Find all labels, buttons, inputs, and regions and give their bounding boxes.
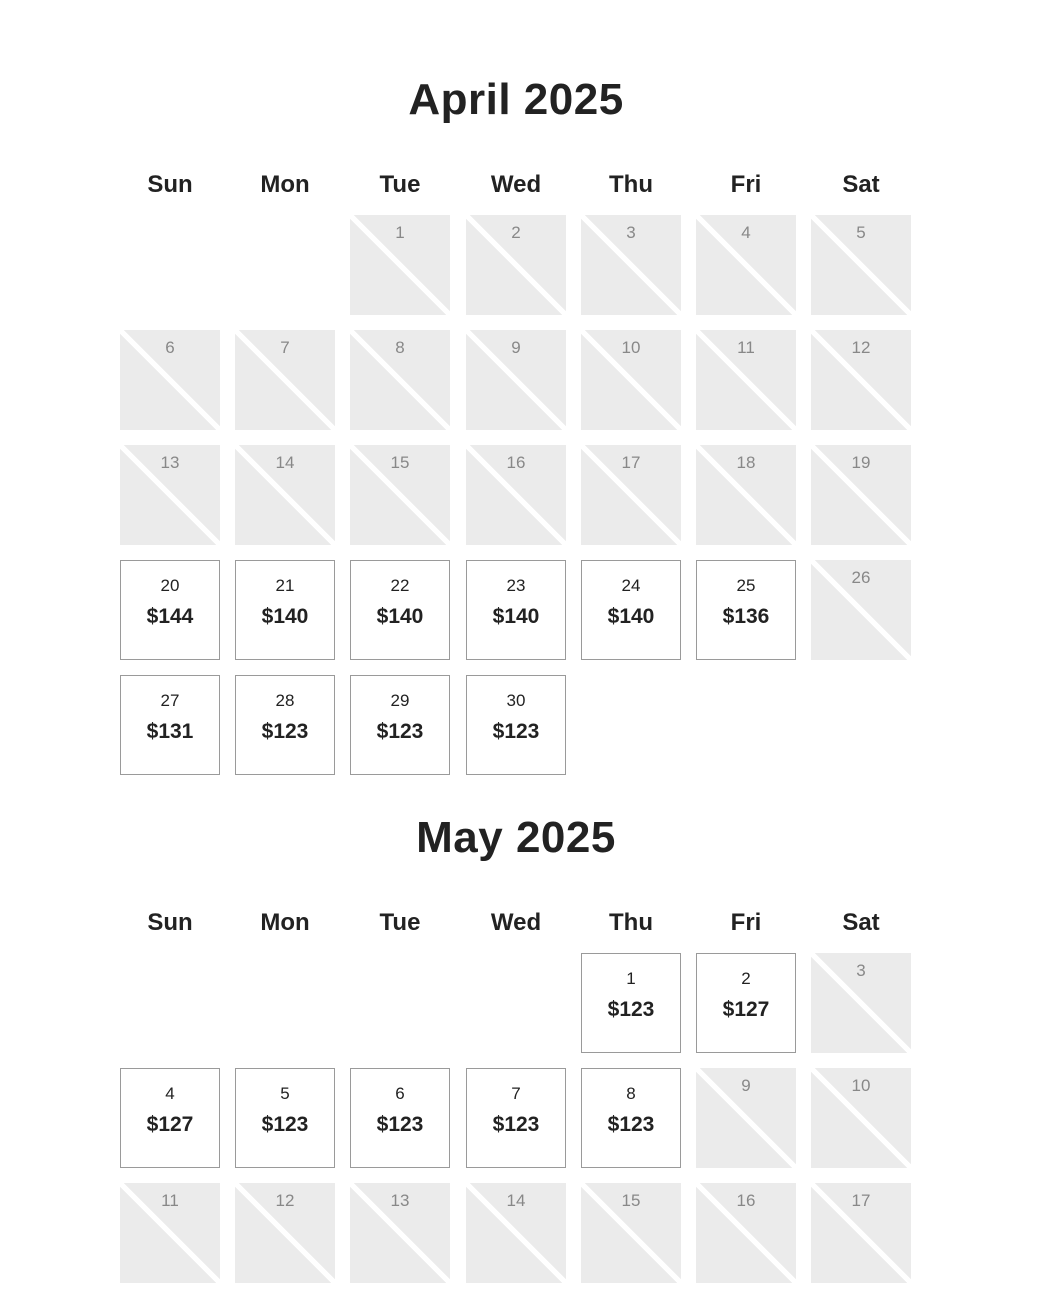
day-cell-unavailable — [120, 445, 220, 545]
day-cell-available[interactable] — [235, 675, 335, 775]
day-number: 29 — [390, 691, 410, 710]
day-number: 4 — [741, 223, 751, 242]
day-cell-unavailable — [350, 330, 450, 430]
day-price: $127 — [722, 998, 770, 1021]
day-number: 19 — [851, 453, 871, 472]
weekday-mon: Mon — [260, 171, 310, 198]
day-cell-unavailable — [466, 330, 566, 430]
day-number: 8 — [395, 338, 405, 357]
day-cell-unavailable — [811, 215, 911, 315]
day-number: 10 — [621, 338, 641, 357]
weekday-sat: Sat — [842, 909, 880, 936]
day-price: $131 — [146, 720, 194, 743]
day-cell-available[interactable] — [581, 560, 681, 660]
day-cell-unavailable — [696, 1183, 796, 1283]
day-cell-available[interactable] — [696, 953, 796, 1053]
day-cell-unavailable — [811, 330, 911, 430]
day-number: 18 — [736, 453, 756, 472]
weekday-thu: Thu — [609, 171, 653, 198]
day-number: 9 — [511, 338, 521, 357]
day-cell-available[interactable] — [581, 1068, 681, 1168]
day-cell-unavailable — [581, 215, 681, 315]
day-number: 12 — [275, 1191, 295, 1210]
day-number: 11 — [737, 338, 755, 357]
month-title: May 2025 — [416, 813, 616, 862]
day-cell-available[interactable] — [120, 1068, 220, 1168]
day-price: $144 — [146, 605, 194, 628]
day-number: 15 — [390, 453, 410, 472]
day-number: 2 — [511, 223, 521, 242]
day-cell-unavailable — [696, 1068, 796, 1168]
day-number: 1 — [626, 969, 636, 988]
day-number: 17 — [621, 453, 641, 472]
day-number: 6 — [395, 1084, 405, 1103]
day-cell-unavailable — [811, 560, 911, 660]
day-price: $123 — [376, 1113, 424, 1136]
day-number: 14 — [506, 1191, 526, 1210]
day-number: 28 — [275, 691, 295, 710]
day-number: 25 — [736, 576, 756, 595]
day-price: $140 — [261, 605, 309, 628]
day-number: 7 — [280, 338, 290, 357]
day-number: 16 — [506, 453, 526, 472]
day-cell-unavailable — [581, 1183, 681, 1283]
day-cell-available[interactable] — [120, 675, 220, 775]
weekday-wed: Wed — [490, 909, 542, 936]
day-number: 22 — [390, 576, 410, 595]
day-number: 14 — [275, 453, 295, 472]
day-cell-unavailable — [811, 1068, 911, 1168]
day-cell-unavailable — [235, 445, 335, 545]
day-number: 30 — [506, 691, 526, 710]
day-cell-unavailable — [811, 1183, 911, 1283]
day-cell-unavailable — [696, 215, 796, 315]
day-number: 23 — [506, 576, 526, 595]
day-price: $123 — [492, 1113, 540, 1136]
weekday-header — [0, 170, 1052, 200]
month-title: April 2025 — [408, 75, 624, 124]
day-number: 15 — [621, 1191, 641, 1210]
day-cell-unavailable — [350, 215, 450, 315]
day-number: 16 — [736, 1191, 756, 1210]
day-cell-available[interactable] — [350, 675, 450, 775]
day-cell-unavailable — [811, 953, 911, 1053]
day-number: 7 — [511, 1084, 521, 1103]
day-number: 24 — [621, 576, 641, 595]
day-number: 20 — [160, 576, 180, 595]
day-cell-unavailable — [235, 1183, 335, 1283]
day-number: 11 — [161, 1191, 179, 1210]
weekday-mon: Mon — [260, 909, 310, 936]
day-cell-unavailable — [235, 330, 335, 430]
day-cell-unavailable — [811, 445, 911, 545]
day-number: 17 — [851, 1191, 871, 1210]
day-cell-available[interactable] — [581, 953, 681, 1053]
day-number: 13 — [390, 1191, 410, 1210]
weekday-thu: Thu — [609, 909, 653, 936]
weekday-header — [0, 908, 1052, 938]
day-number: 3 — [856, 961, 866, 980]
day-cell-unavailable — [696, 445, 796, 545]
day-cell-available[interactable] — [235, 1068, 335, 1168]
day-price: $123 — [261, 1113, 309, 1136]
day-cell-unavailable — [696, 330, 796, 430]
weekday-fri: Fri — [730, 171, 762, 198]
day-number: 1 — [395, 223, 405, 242]
day-cell-unavailable — [466, 215, 566, 315]
weekday-sat: Sat — [842, 171, 880, 198]
day-price: $136 — [722, 605, 770, 628]
day-number: 21 — [275, 576, 295, 595]
day-price: $123 — [607, 998, 655, 1021]
day-cell-available[interactable] — [235, 560, 335, 660]
day-cell-available[interactable] — [466, 675, 566, 775]
day-cell-unavailable — [350, 1183, 450, 1283]
day-number: 3 — [626, 223, 636, 242]
day-price: $140 — [376, 605, 424, 628]
day-price: $127 — [146, 1113, 194, 1136]
weekday-tue: Tue — [379, 909, 421, 936]
weekday-sun: Sun — [147, 909, 193, 936]
day-cell-available[interactable] — [466, 1068, 566, 1168]
day-number: 4 — [165, 1084, 175, 1103]
day-price: $123 — [261, 720, 309, 743]
day-number: 9 — [741, 1076, 751, 1095]
day-number: 12 — [851, 338, 871, 357]
day-number: 26 — [851, 568, 871, 587]
day-number: 5 — [856, 223, 866, 242]
day-cell-unavailable — [466, 1183, 566, 1283]
day-number: 6 — [165, 338, 175, 357]
day-cell-unavailable — [350, 445, 450, 545]
day-cell-unavailable — [466, 445, 566, 545]
day-number: 10 — [851, 1076, 871, 1095]
day-number: 8 — [626, 1084, 636, 1103]
day-cell-unavailable — [581, 445, 681, 545]
day-number: 27 — [160, 691, 180, 710]
day-price: $123 — [376, 720, 424, 743]
weekday-fri: Fri — [730, 909, 762, 936]
weekday-sun: Sun — [147, 171, 193, 198]
weekday-tue: Tue — [379, 171, 421, 198]
day-cell-available[interactable] — [120, 560, 220, 660]
day-cell-available[interactable] — [466, 560, 566, 660]
day-number: 13 — [160, 453, 180, 472]
weekday-wed: Wed — [490, 171, 542, 198]
day-cell-unavailable — [581, 330, 681, 430]
day-price: $140 — [492, 605, 540, 628]
day-cell-available[interactable] — [696, 560, 796, 660]
day-price: $123 — [492, 720, 540, 743]
day-price: $140 — [607, 605, 655, 628]
day-cell-unavailable — [120, 330, 220, 430]
day-number: 2 — [741, 969, 751, 988]
day-cell-available[interactable] — [350, 560, 450, 660]
day-cell-unavailable — [120, 1183, 220, 1283]
day-number: 5 — [280, 1084, 290, 1103]
day-price: $123 — [607, 1113, 655, 1136]
day-cell-available[interactable] — [350, 1068, 450, 1168]
